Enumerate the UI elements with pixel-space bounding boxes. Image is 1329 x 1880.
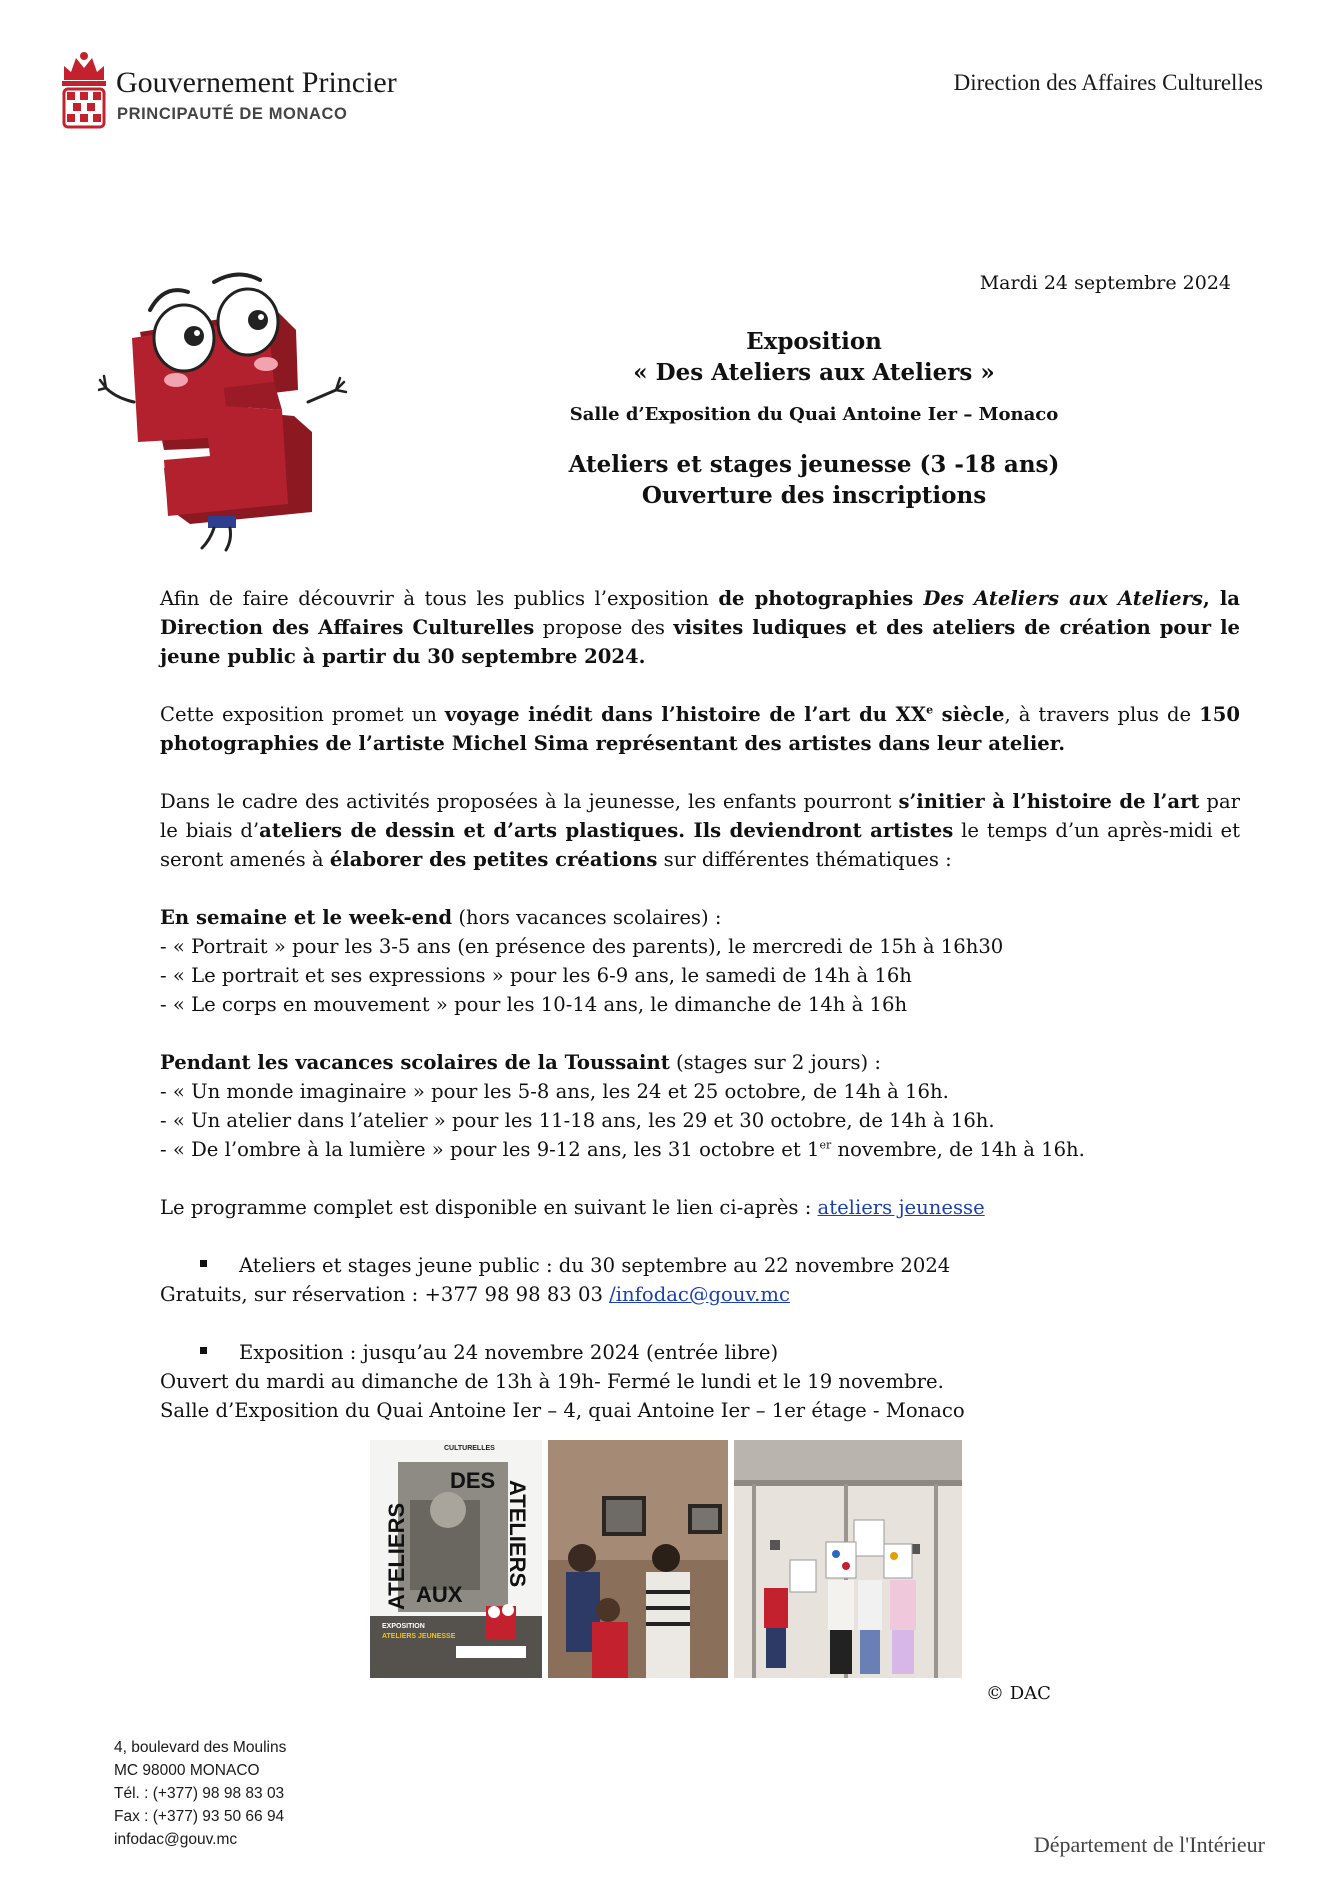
list-item: - « Le portrait et ses expressions » pour les 6-9 ans, le samedi de 14h à 16h	[160, 964, 912, 987]
p2-bold-3: 150 photographies de l’artiste Michel Sima représentant des artistes dans leur atelier.	[160, 703, 1241, 755]
p1-exhibition-title: Des Ateliers aux Ateliers	[923, 587, 1203, 610]
bullet-text: Ateliers et stages jeune public : du 30 septembre au 22 novembre 2024	[239, 1254, 951, 1277]
weekly-heading: En semaine et le week-end	[160, 906, 453, 929]
p2-bold: voyage inédit dans l’histoire de l’art du XX	[444, 703, 927, 726]
body-text	[160, 584, 1240, 1454]
paragraph-voyage	[160, 700, 1240, 758]
holiday-heading-rest: (stages sur 2 jours) :	[669, 1051, 882, 1074]
weekly-heading-rest: (hors vacances scolaires) :	[452, 906, 722, 929]
paragraph-activities	[160, 787, 1240, 874]
booking-text: Gratuits, sur réservation : +377 98 98 83 03	[160, 1283, 610, 1306]
title-exhibition-name: « Des Ateliers aux Ateliers »	[633, 359, 995, 386]
email-link[interactable]: /infodac@gouv.mc	[609, 1283, 790, 1306]
address-line: MC 98000 MONACO	[114, 1762, 260, 1779]
poster-ateliers-2: ATELIERS	[505, 1480, 530, 1588]
p1-text-2: propose des	[534, 616, 674, 639]
gallery-photo-visitors	[548, 1440, 728, 1678]
address-line: 4, boulevard des Moulins	[114, 1739, 287, 1756]
address-line: infodac@gouv.mc	[114, 1831, 238, 1848]
p3-text: Dans le cadre des activités proposées à la jeunesse, les enfants pourront	[160, 790, 899, 813]
bullet-text: Exposition : jusqu’au 24 novembre 2024 (entrée libre)	[239, 1341, 779, 1364]
p2-sup: e	[926, 703, 934, 717]
holiday-heading: Pendant les vacances scolaires de la Toussaint	[160, 1051, 670, 1074]
p2-text: Cette exposition promet un	[160, 703, 445, 726]
p3-bold-3: élaborer des petites créations	[329, 848, 658, 871]
list-item-text: - « De l’ombre à la lumière » pour les 9-12 ans, les 31 octobre et 1	[160, 1138, 820, 1161]
department-header: Direction des Affaires Culturelles	[953, 70, 1263, 95]
address-line: Fax : (+377) 93 50 66 94	[114, 1808, 285, 1825]
p1-bold: de photographies	[718, 587, 924, 610]
address-line: Tél. : (+377) 98 98 83 03	[114, 1785, 285, 1802]
title-exposition: Exposition	[746, 328, 882, 355]
opening-hours: Ouvert du mardi au dimanche de 13h à 19h- Fermé le lundi et le 19 novembre.	[160, 1370, 944, 1393]
exhibition-info	[160, 1338, 1240, 1425]
programme-link[interactable]: ateliers jeunesse	[817, 1196, 985, 1219]
monaco-crown-logo	[58, 50, 110, 130]
list-item	[160, 1135, 1240, 1164]
bullet-item	[160, 1338, 1240, 1367]
gallery-photo-children	[734, 1440, 962, 1678]
paragraph-intro	[160, 584, 1240, 671]
list-item-text-2: novembre, de 14h à 16h.	[831, 1138, 1085, 1161]
p3-text-2: par le biais d’	[160, 790, 1241, 842]
p2-bold-2: siècle	[933, 703, 1005, 726]
list-item: - « Portrait » pour les 3-5 ans (en présence des parents), le mercredi de 15h à 16h30	[160, 935, 1004, 958]
title-block	[480, 326, 1148, 511]
list-item: - « Le corps en mouvement » pour les 10-14 ans, le dimanche de 14h à 16h	[160, 993, 908, 1016]
list-item-sup: er	[819, 1138, 832, 1152]
workshop-info	[160, 1251, 1240, 1309]
mascot-illustration	[98, 272, 366, 554]
programme-text: Le programme complet est disponible en suivant le lien ci-après :	[160, 1196, 818, 1219]
org-name: Gouvernement Princier	[116, 66, 397, 99]
p1-text: Afin de faire découvrir à tous les publics l’exposition	[160, 587, 719, 610]
p1-bold-dac: , la Direction des Affaires Culturelles	[160, 587, 1240, 639]
poster-ateliers-1: ATELIERS	[384, 1502, 409, 1610]
bullet-square-icon	[200, 1347, 207, 1354]
poster-expo: EXPOSITION	[382, 1623, 425, 1630]
p3-text-3: le temps d’un après-midi et seront amenés à	[160, 819, 1241, 871]
bullet-square-icon	[200, 1260, 207, 1267]
programme-line	[160, 1193, 1240, 1222]
p3-bold-2: ateliers de dessin et d’arts plastiques. Ils deviendront artistes	[259, 819, 954, 842]
poster-top: CULTURELLES	[444, 1445, 495, 1452]
list-item: - « Un monde imaginaire » pour les 5-8 ans, les 24 et 25 octobre, de 14h à 16h.	[160, 1080, 949, 1103]
photo-strip	[370, 1440, 962, 1678]
title-venue: Salle d’Exposition du Quai Antoine Ier – Monaco	[569, 404, 1059, 425]
p3-text-4: sur différentes thématiques :	[657, 848, 952, 871]
title-workshops: Ateliers et stages jeunesse (3 -18 ans)	[568, 451, 1060, 478]
weekly-workshops	[160, 903, 1240, 1019]
list-item: - « Un atelier dans l’atelier » pour les 11-18 ans, les 29 et 30 octobre, de 14h à 16h.	[160, 1109, 995, 1132]
holiday-workshops	[160, 1048, 1240, 1164]
press-date: Mardi 24 septembre 2024	[979, 272, 1231, 294]
bullet-item	[160, 1251, 1240, 1280]
poster-aux: AUX	[416, 1582, 463, 1607]
poster-jeunesse: ATELIERS JEUNESSE	[382, 1633, 456, 1640]
org-subtitle: PRINCIPAUTÉ DE MONACO	[117, 105, 348, 123]
poster-des: DES	[450, 1468, 496, 1493]
p3-bold: s’initier à l’histoire de l’art	[898, 790, 1200, 813]
p2-text-2: , à travers plus de	[1004, 703, 1200, 726]
photo-credit: © DAC	[986, 1683, 1051, 1704]
footer-department: Département de l'Intérieur	[1033, 1832, 1265, 1857]
venue-address: Salle d’Exposition du Quai Antoine Ier – 4, quai Antoine Ier – 1er étage - Monaco	[160, 1399, 965, 1422]
p1-bold-2: visites ludiques et des ateliers de création pour le jeune public à partir du 30 septembre 2024.	[160, 616, 1240, 668]
exhibition-poster	[370, 1440, 542, 1678]
footer-address	[114, 1736, 286, 1851]
title-registration: Ouverture des inscriptions	[641, 482, 987, 509]
